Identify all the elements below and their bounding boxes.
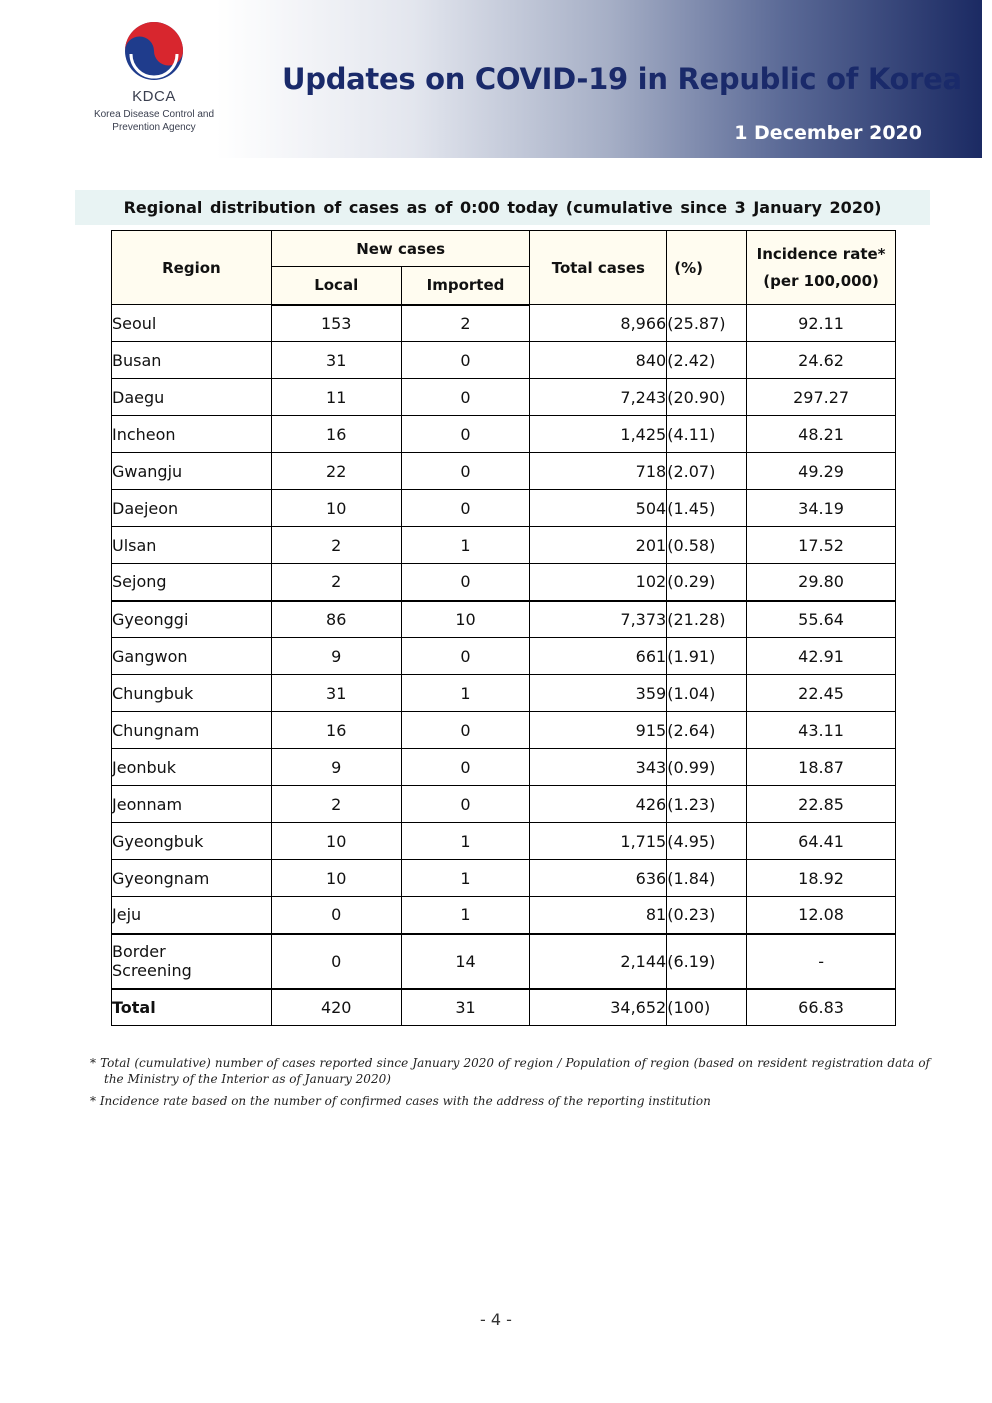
total-cell: 915 — [530, 712, 667, 749]
local-cell: 9 — [271, 638, 401, 675]
percent-cell: (0.99) — [667, 749, 747, 786]
imported-cell: 14 — [401, 934, 530, 989]
imported-cell: 0 — [401, 379, 530, 416]
table-row — [112, 453, 896, 490]
total-cell: 201 — [530, 527, 667, 564]
total-cell: 840 — [530, 342, 667, 379]
total-cell: 718 — [530, 453, 667, 490]
region-cell: Seoul — [112, 305, 272, 342]
imported-cell: 0 — [401, 453, 530, 490]
incidence-cell: - — [747, 934, 896, 989]
document-title: Updates on COVID-19 in Republic of Korea — [282, 62, 962, 96]
table-row — [112, 897, 896, 934]
header-incidence-line2: (per 100,000) — [763, 271, 879, 290]
table-row — [112, 527, 896, 564]
header-incidence-rate — [747, 231, 896, 305]
local-cell: 0 — [271, 934, 401, 989]
table-row — [112, 638, 896, 675]
imported-cell: 1 — [401, 860, 530, 897]
document-date: 1 December 2020 — [734, 122, 922, 144]
total-cell: 1,715 — [530, 823, 667, 860]
header-incidence-line1: Incidence rate* — [756, 244, 886, 263]
incidence-cell: 22.85 — [747, 786, 896, 823]
imported-cell: 0 — [401, 416, 530, 453]
table-row — [112, 675, 896, 712]
percent-cell: (1.04) — [667, 675, 747, 712]
imported-cell: 0 — [401, 749, 530, 786]
imported-cell: 10 — [401, 601, 530, 638]
region-cell: Ulsan — [112, 527, 272, 564]
local-cell: 2 — [271, 786, 401, 823]
incidence-cell: 49.29 — [747, 453, 896, 490]
regional-cases-table — [111, 230, 896, 1026]
table-row — [112, 749, 896, 786]
total-cell: 359 — [530, 675, 667, 712]
percent-cell: (0.29) — [667, 564, 747, 601]
imported-cell: 1 — [401, 675, 530, 712]
incidence-cell: 34.19 — [747, 490, 896, 527]
table-row — [112, 416, 896, 453]
region-cell: Jeonbuk — [112, 749, 272, 786]
region-cell: Chungnam — [112, 712, 272, 749]
page-number: - 4 - — [480, 1310, 512, 1329]
percent-cell: (4.95) — [667, 823, 747, 860]
total-cell: 102 — [530, 564, 667, 601]
incidence-cell: 297.27 — [747, 379, 896, 416]
total-cell: 7,373 — [530, 601, 667, 638]
report-header — [0, 0, 982, 158]
local-cell: 2 — [271, 527, 401, 564]
region-cell: Busan — [112, 342, 272, 379]
percent-cell: (0.23) — [667, 897, 747, 934]
agency-full-name-line1: Korea Disease Control and — [93, 109, 215, 120]
region-cell: Gyeongbuk — [112, 823, 272, 860]
footnote-1: * Total (cumulative) number of cases reported since January 2020 of region / Population of region (based on resident registration data of the Ministry of the Interior as of January 2020) — [90, 1056, 930, 1086]
agency-full-name-line2: Prevention Agency — [112, 122, 196, 133]
agency-abbreviation: KDCA — [132, 88, 176, 105]
incidence-cell: 64.41 — [747, 823, 896, 860]
percent-cell: (6.19) — [667, 934, 747, 989]
total-cell: 661 — [530, 638, 667, 675]
table-body — [112, 305, 896, 1026]
table-row-border-screening — [112, 934, 896, 989]
incidence-cell: 18.92 — [747, 860, 896, 897]
total-cell: 1,425 — [530, 416, 667, 453]
percent-cell: (2.42) — [667, 342, 747, 379]
percent-cell: (21.28) — [667, 601, 747, 638]
local-cell: 31 — [271, 342, 401, 379]
imported-cell: 1 — [401, 897, 530, 934]
local-cell: 420 — [271, 989, 401, 1026]
local-cell: 11 — [271, 379, 401, 416]
section-title: Regional distribution of cases as of 0:00 today (cumulative since 3 January 2020) — [75, 190, 930, 225]
region-cell: Jeonnam — [112, 786, 272, 823]
incidence-cell: 55.64 — [747, 601, 896, 638]
local-cell: 10 — [271, 860, 401, 897]
local-cell: 153 — [271, 305, 401, 342]
region-cell: Sejong — [112, 564, 272, 601]
header-region: Region — [112, 231, 272, 305]
imported-cell: 0 — [401, 490, 530, 527]
agency-full-name — [88, 108, 220, 134]
incidence-cell: 42.91 — [747, 638, 896, 675]
local-cell: 16 — [271, 416, 401, 453]
header-percent: (%) — [667, 231, 747, 305]
imported-cell: 1 — [401, 527, 530, 564]
region-cell: Chungbuk — [112, 675, 272, 712]
kdca-logo — [88, 20, 220, 134]
percent-cell: (2.64) — [667, 712, 747, 749]
percent-cell: (100) — [667, 989, 747, 1026]
table-row — [112, 564, 896, 601]
table-row — [112, 379, 896, 416]
imported-cell: 0 — [401, 564, 530, 601]
table-row — [112, 860, 896, 897]
table-row — [112, 823, 896, 860]
header-imported: Imported — [401, 267, 530, 305]
total-cell: 8,966 — [530, 305, 667, 342]
header-new-cases: New cases — [271, 231, 530, 267]
total-cell: 504 — [530, 490, 667, 527]
region-cell: Gyeonggi — [112, 601, 272, 638]
footnote-2: * Incidence rate based on the number of confirmed cases with the address of the reporting institution — [90, 1094, 711, 1108]
incidence-cell: 18.87 — [747, 749, 896, 786]
incidence-cell: 66.83 — [747, 989, 896, 1026]
total-cell: 7,243 — [530, 379, 667, 416]
footnotes — [90, 1055, 930, 1115]
region-cell: Gyeongnam — [112, 860, 272, 897]
table-row — [112, 712, 896, 749]
incidence-cell: 92.11 — [747, 305, 896, 342]
percent-cell: (1.23) — [667, 786, 747, 823]
region-cell — [112, 934, 272, 989]
total-cell: 34,652 — [530, 989, 667, 1026]
incidence-cell: 22.45 — [747, 675, 896, 712]
table-row — [112, 786, 896, 823]
percent-cell: (20.90) — [667, 379, 747, 416]
imported-cell: 31 — [401, 989, 530, 1026]
region-cell: Daegu — [112, 379, 272, 416]
local-cell: 31 — [271, 675, 401, 712]
incidence-cell: 48.21 — [747, 416, 896, 453]
percent-cell: (2.07) — [667, 453, 747, 490]
incidence-cell: 17.52 — [747, 527, 896, 564]
table-row — [112, 305, 896, 342]
incidence-cell: 29.80 — [747, 564, 896, 601]
percent-cell: (1.84) — [667, 860, 747, 897]
region-line2: Screening — [112, 961, 192, 980]
total-cell: 81 — [530, 897, 667, 934]
header-local: Local — [271, 267, 401, 305]
region-cell: Total — [112, 989, 272, 1026]
percent-cell: (1.45) — [667, 490, 747, 527]
local-cell: 0 — [271, 897, 401, 934]
region-cell: Jeju — [112, 897, 272, 934]
incidence-cell: 12.08 — [747, 897, 896, 934]
local-cell: 10 — [271, 823, 401, 860]
region-line1: Border — [112, 942, 166, 961]
incidence-cell: 43.11 — [747, 712, 896, 749]
imported-cell: 0 — [401, 342, 530, 379]
local-cell: 10 — [271, 490, 401, 527]
percent-cell: (1.91) — [667, 638, 747, 675]
imported-cell: 0 — [401, 712, 530, 749]
table-row — [112, 490, 896, 527]
imported-cell: 1 — [401, 823, 530, 860]
local-cell: 2 — [271, 564, 401, 601]
local-cell: 9 — [271, 749, 401, 786]
percent-cell: (0.58) — [667, 527, 747, 564]
local-cell: 86 — [271, 601, 401, 638]
imported-cell: 0 — [401, 786, 530, 823]
total-cell: 636 — [530, 860, 667, 897]
region-cell: Daejeon — [112, 490, 272, 527]
total-cell: 2,144 — [530, 934, 667, 989]
table-row — [112, 342, 896, 379]
region-cell: Gangwon — [112, 638, 272, 675]
imported-cell: 2 — [401, 305, 530, 342]
local-cell: 22 — [271, 453, 401, 490]
header-total-cases: Total cases — [530, 231, 667, 305]
region-cell: Gwangju — [112, 453, 272, 490]
incidence-cell: 24.62 — [747, 342, 896, 379]
local-cell: 16 — [271, 712, 401, 749]
total-cell: 343 — [530, 749, 667, 786]
percent-cell: (25.87) — [667, 305, 747, 342]
imported-cell: 0 — [401, 638, 530, 675]
taegeuk-emblem-icon — [123, 20, 185, 82]
region-cell: Incheon — [112, 416, 272, 453]
percent-cell: (4.11) — [667, 416, 747, 453]
table-row — [112, 601, 896, 638]
table-row-total — [112, 989, 896, 1026]
total-cell: 426 — [530, 786, 667, 823]
